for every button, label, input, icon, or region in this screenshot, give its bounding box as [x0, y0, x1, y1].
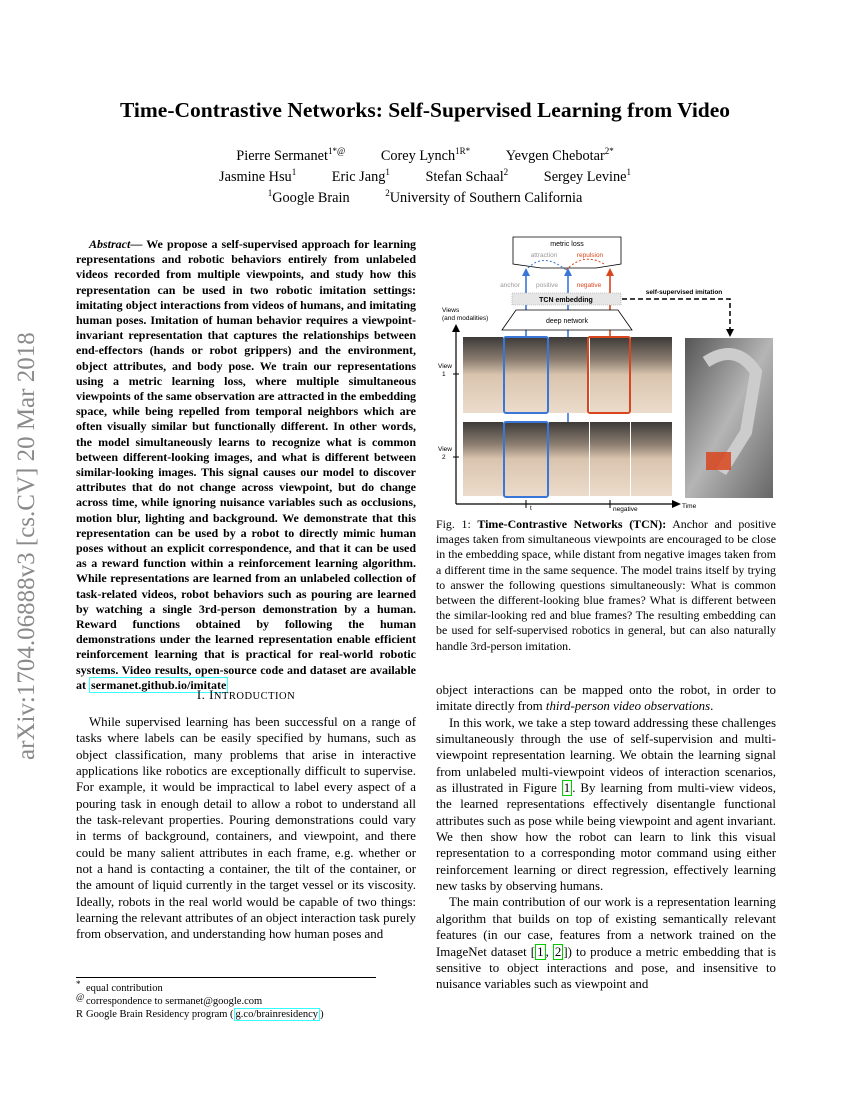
arxiv-identifier: arXiv:1704.06888v3 [cs.CV] 20 Mar 2018: [13, 332, 40, 760]
project-link[interactable]: sermanet.github.io/imitate: [91, 677, 227, 692]
views-label: Views: [442, 307, 460, 314]
time-label: Time: [682, 503, 697, 510]
section-heading: I. INTRODUCTION: [196, 688, 296, 702]
positive-label: positive: [535, 282, 559, 289]
self-supervised-imitation-label: self-supervised imitation: [645, 289, 723, 296]
view-2-frames: [463, 422, 672, 496]
affiliation: $^2$University of Southern California: [385, 188, 583, 206]
y-axis-arrow-icon: [452, 324, 460, 332]
view-2-label: 2: [442, 454, 446, 461]
t-tick: t: [530, 505, 532, 512]
svg-text:View: View: [438, 446, 452, 453]
figure-ref-link[interactable]: 1: [563, 781, 571, 796]
negative-label: negative: [576, 282, 602, 289]
residency-link[interactable]: g.co/brainresidency: [235, 1009, 319, 1020]
intro-paragraph: While supervised learning has been successful on a range of tasks where labels can be easily specified by humans, such as object classification, many problems that arise in interactive applications like robotics are exceptionally difficult to supervise. For example, it would be impractical to label every aspect of a pouring task in enough detail to allow a robot to understand all the task-relevant properties. Pouring demonstrations could vary in terms of background, containers, and viewpoint, and there could be many salient attributes in each frame, e.g. whether or not a hand is contacting a container, the tilt of the container, or the amount of liquid currently in the target vessel or its viscosity. Ideally, robots in the real world would be capable of two things: learning the relevant attributes of an object interaction task purely from observation, and understanding how human poses and: [76, 715, 416, 942]
paper-title: Time-Contrastive Networks: Self-Supervised Learning from Video: [119, 98, 731, 122]
imitation-arrow: [622, 299, 730, 332]
right-column-text: object interactions can be mapped onto the robot, in order to imitate directly from third-person video observations. In this work, we take a step toward addressing these challenges simultaneously through the use of self-supervision and multi-viewpoint representation learning. We obtain the learning signal from unlabeled multi-viewpoint videos of interaction scenarios, as illustrated in Figure 1 . By learning from multi-view videos, the learned representations effectively disentangle functional attributes such as pose while being viewpoint and agent invariant. We then show how the robot can learn to link this visual representation to a corresponding motor command using either reinforcement learning or direct regression, effectively learning new tasks by observing humans. The main contribution of our work is a representation learning algorithm that builds on top of existing semantically relevant features (in our case, features from a network trained on the ImageNet dataset [ 1 , 2 ]) to produce a metric embedding that is sensitive to object interactions and pose, and insensitive to nuisance variables such as viewpoint and: [436, 683, 776, 992]
author: Pierre Sermanet$^{1*@}$: [236, 146, 346, 164]
anchor-arrow-icon: [522, 268, 530, 276]
author-block: [0, 146, 850, 209]
footnote: R Google Brain Residency program ( g.co/brainresidency ): [76, 1009, 324, 1020]
robot-image: [685, 338, 773, 498]
citation-link[interactable]: 2: [554, 944, 562, 959]
modalities-label: (and modalities): [442, 315, 489, 322]
author: Yevgen Chebotar$^{2*}$: [505, 146, 614, 164]
deep-network-label: deep network: [545, 318, 589, 325]
citation-link[interactable]: 1: [537, 944, 544, 959]
metric-loss-label: metric loss: [550, 241, 584, 248]
affiliation: $^1$Google Brain: [267, 188, 350, 206]
footnote: @ correspondence to sermanet@google.com: [76, 991, 263, 1007]
abstract: Abstract— We propose a self-supervised approach for learning representations and robotic behaviors entirely from unlabeled videos recorded from multiple viewpoints, and study how this representation can be used in two robotic imitation settings: imitating object interactions from videos of humans, and imitating human poses. Imitation of human behavior requires a viewpoint-invariant representation that captures the relationships between end-effectors (hands or robot grippers) and the environment, object attributes, and body pose. We train our representations using a metric learning loss, where multiple simultaneous viewpoints of the same observation are attracted in the embedding space, while being repelled from temporal neighbors which are often visually similar but functionally different. In other words, the model simultaneously learns to recognize what is common between different-looking images, and what is different between similar-looking images. This signal causes our model to discover attributes that do not change across viewpoint, but do change across time, while ignoring nuisance variables such as occlusions, motion blur, lighting and background. We demonstrate that this representation can be used by a robot to directly mimic human poses without an explicit correspondence, and that it can be used as a reward function within a reinforcement learning algorithm. While representations are learned from an unlabeled collection of task-related videos, robot behaviors such as pouring are learned by watching a single 3rd-person demonstration by a human. Reward functions obtained by following the human demonstrations under the learned representation enable efficient reinforcement learning that is practical for real-world robotic systems. Video results, open-source code and dataset are available at sermanet.github.io/imitate: [76, 237, 416, 692]
view-1-frames: [463, 337, 672, 413]
author: Stefan Schaal$^2$: [425, 167, 509, 185]
anchor-label: anchor: [500, 282, 520, 289]
attraction-label: attraction: [530, 252, 558, 259]
author: Sergey Levine$^1$: [543, 167, 631, 185]
time-axis-arrow-icon: [672, 500, 681, 508]
negative-arrow-icon: [606, 268, 614, 276]
arrow-down-icon: [726, 329, 734, 337]
footnote: * equal contribution: [76, 978, 163, 994]
author: Eric Jang$^1$: [331, 167, 390, 185]
svg-text:View: View: [438, 363, 452, 370]
repulsion-label: repulsion: [576, 252, 604, 259]
footnotes: [76, 977, 376, 1021]
tcn-embedding-label: TCN embedding: [539, 297, 593, 304]
author: Jasmine Hsu$^1$: [219, 167, 297, 185]
author: Corey Lynch$^{1R*}$: [380, 146, 471, 164]
view-1-label: 1: [442, 371, 446, 378]
negative-tick: negative: [613, 506, 638, 513]
abstract-label: Abstract: [89, 237, 131, 251]
figure-caption: Fig. 1: Time-Contrastive Networks (TCN): Anchor and positive images taken from simultaneous viewpoints are encouraged to be close in the embedding space, while distant from negative images taken from a different time in the same sequence. The model trains itself by trying to answer the following questions simultaneously: What is common between the different-looking blue frames? What is different between the similar-looking red and blue frames? The resulting embedding can be used for self-supervised robotics in general, but can also naturally handle 3rd-person imitation.: [436, 517, 776, 653]
figure-1: [436, 232, 781, 517]
